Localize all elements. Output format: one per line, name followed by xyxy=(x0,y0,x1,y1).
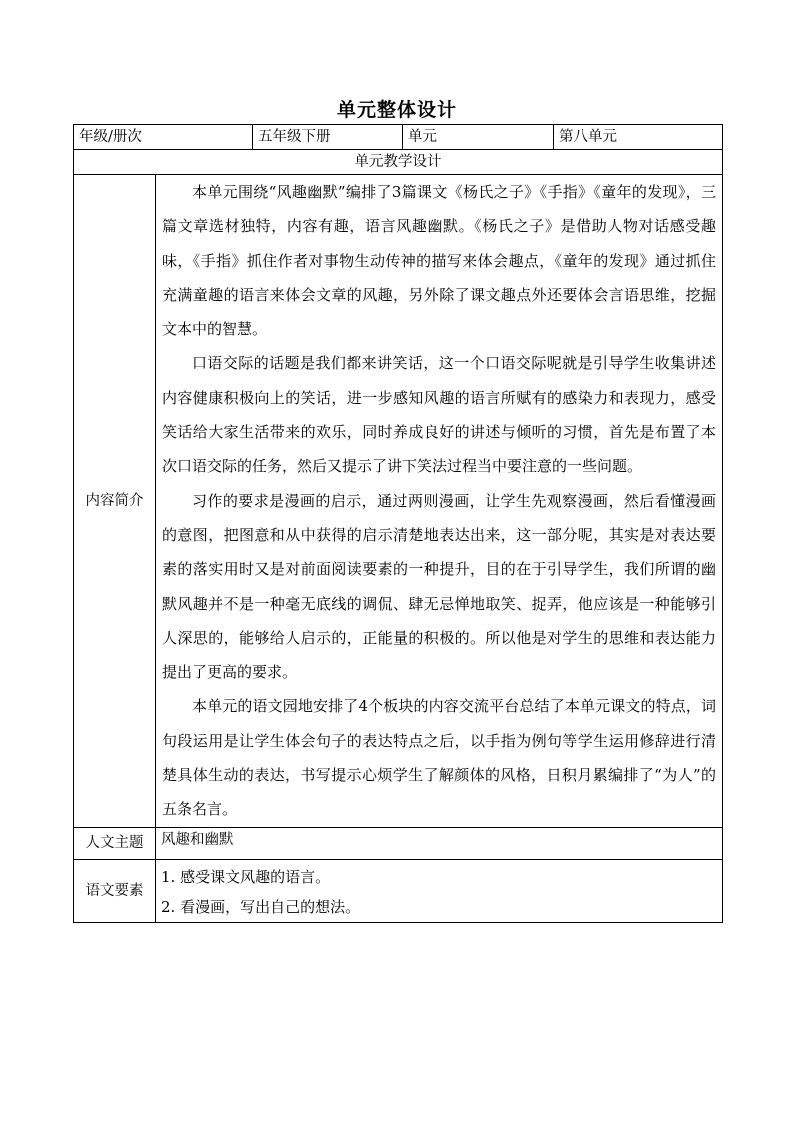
grade-value: 五年级下册 xyxy=(253,125,403,150)
unit-label: 单元 xyxy=(403,125,554,150)
intro-paragraph: 本单元的语文园地安排了4个板块的内容交流平台总结了本单元课文的特点，词句段运用是让学生体会句子的表达特点之后，以手指为例句等学生运用修辞进行清楚具体生动的表达，书写提示心烦学生了解颜体的风格，日积月累编排了“为人”的五条名言。 xyxy=(162,697,717,819)
humanistic-theme-label: 人文主题 xyxy=(74,827,156,859)
grade-label: 年级/册次 xyxy=(74,125,253,150)
grade-row xyxy=(74,125,723,150)
language-elements-label: 语文要素 xyxy=(74,859,156,922)
language-elements-list xyxy=(156,859,723,922)
humanistic-theme-row xyxy=(74,827,723,859)
language-elements-row xyxy=(74,859,723,922)
content-intro-row xyxy=(74,175,723,828)
language-element-item: 2. 看漫画，写出自己的想法。 xyxy=(161,897,361,916)
unit-design-table xyxy=(73,124,723,923)
intro-paragraph: 本单元围绕“风趣幽默”编排了3篇课文《杨氏之子》《手指》《童年的发现》，三篇文章选材独特，内容有趣，语言风趣幽默。《杨氏之子》是借助人物对话感受趣味，《手指》抓住作者对事物生动传神的描写来体会趣点，《童年的发现》通过抓住充满童趣的语言来体会文章的风趣，另外除了课文趣点外还要体会言语思维，挖掘文本中的智慧。 xyxy=(162,183,717,339)
content-intro-body xyxy=(156,175,723,828)
language-element-item: 1. 感受课文风趣的语言。 xyxy=(161,867,331,886)
section-title-row xyxy=(74,150,723,175)
intro-paragraph: 习作的要求是漫画的启示，通过两则漫画，让学生先观察漫画，然后看懂漫画的意图，把图意和从中获得的启示清楚地表达出来，这一部分呢，其实是对表达要素的落实用时又是对前面阅读要素的一种提升，目的在于引导学生，我们所谓的幽默风趣并不是一种毫无底线的调侃、肆无忌惮地取笑、捉弄，他应该是一种能够引人深思的，能够给人启示的，正能量的积极的。所以他是对学生的思维和表达能力提出了更高的要求。 xyxy=(162,491,717,682)
section-title: 单元教学设计 xyxy=(74,150,723,175)
unit-value: 第八单元 xyxy=(554,125,723,150)
intro-paragraph: 口语交际的话题是我们都来讲笑话，这一个口语交际呢就是引导学生收集讲述内容健康积极向上的笑话，进一步感知风趣的语言所赋有的感染力和表现力，感受笑话给大家生活带来的欢乐，同时养成良好的讲述与倾听的习惯，首先是布置了本次口语交际的任务，然后又提示了讲下笑法过程当中要注意的一些问题。 xyxy=(162,354,717,476)
content-intro-label: 内容简介 xyxy=(74,175,156,828)
document-title: 单元整体设计 xyxy=(336,99,457,121)
humanistic-theme-value: 风趣和幽默 xyxy=(156,827,723,859)
